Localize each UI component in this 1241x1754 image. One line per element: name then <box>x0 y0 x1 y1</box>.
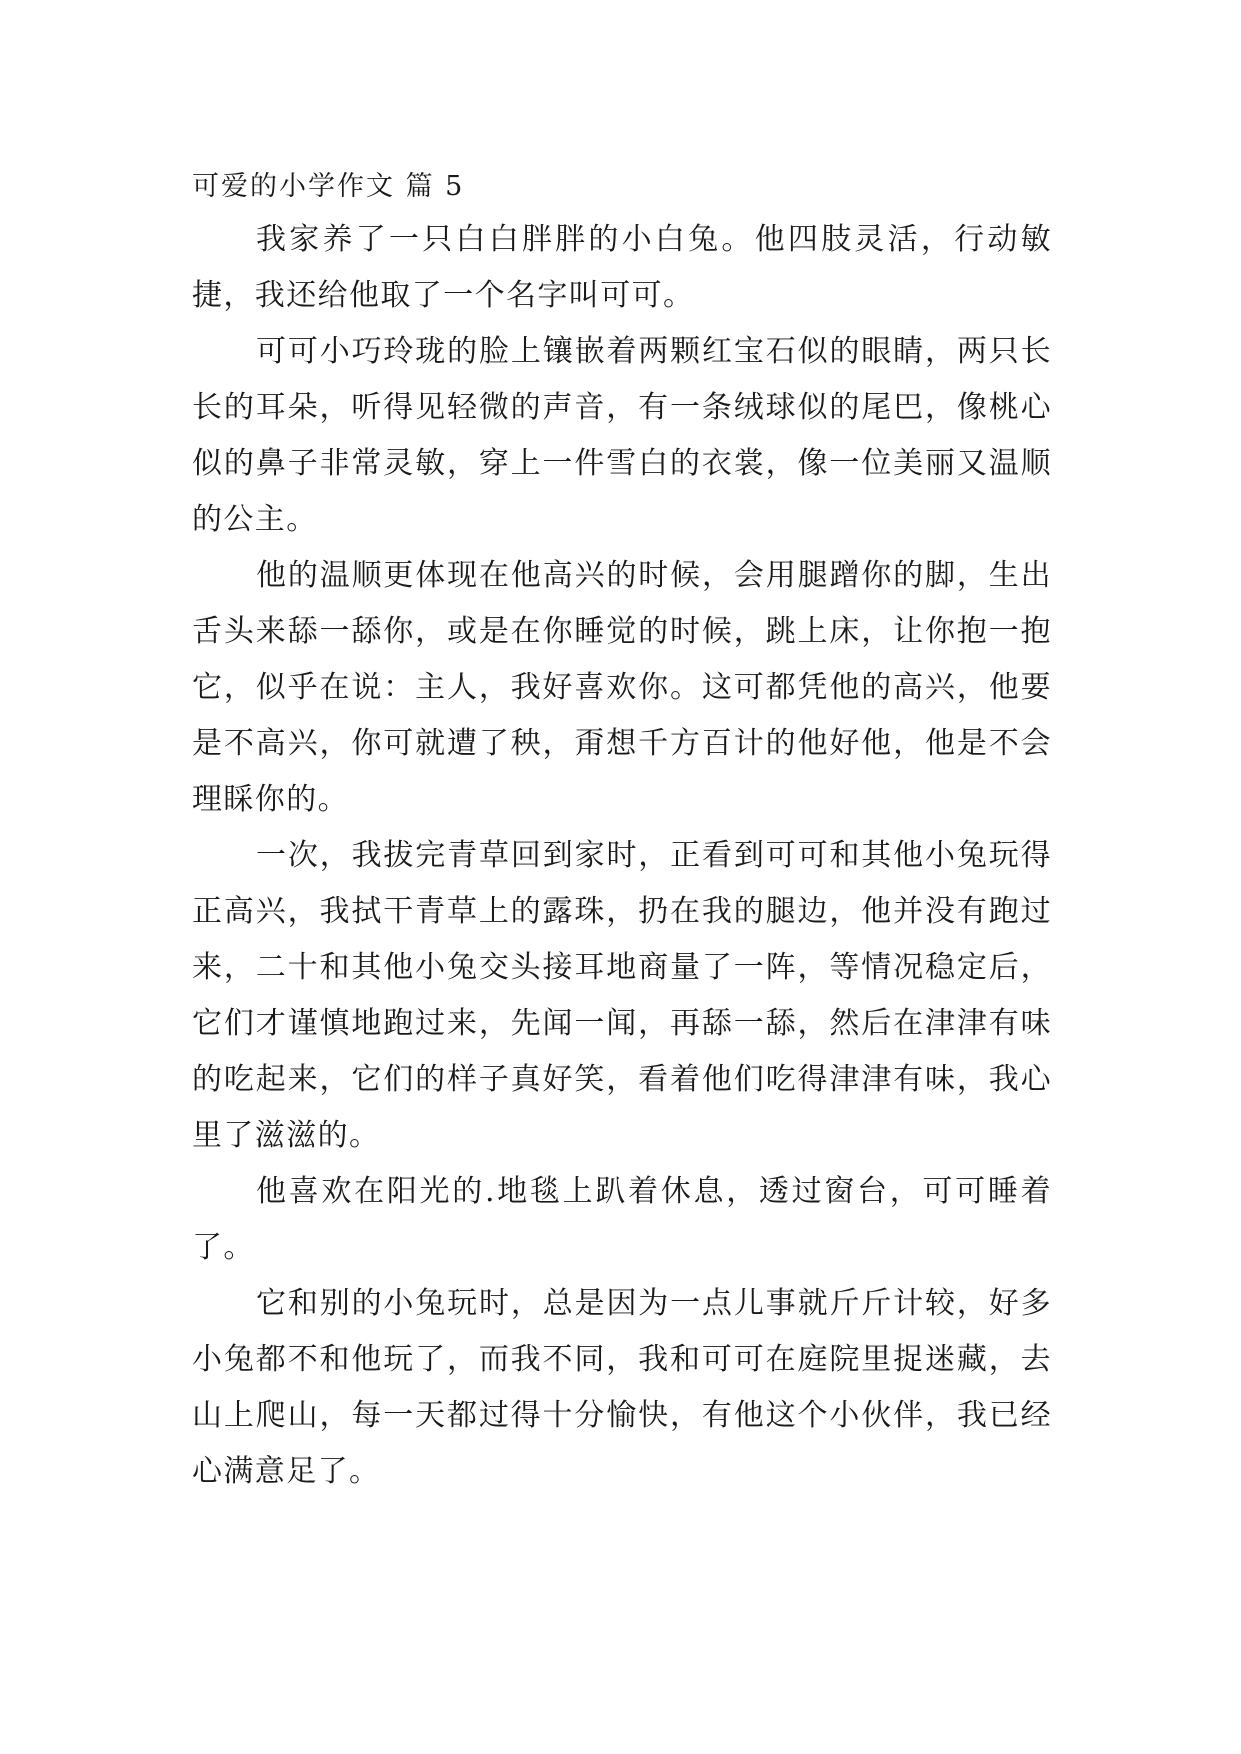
essay-title: 可爱的小学作文 篇 5 <box>192 171 465 202</box>
paragraph: 一次，我拔完青草回到家时，正看到可可和其他小兔玩得正高兴，我拭干青草上的露珠，扔在我的腿边，他并没有跑过来，二十和其他小兔交头接耳地商量了一阵，等情况稳定后，它们才谨慎地跑过来，先闻一闻，再舔一舔，然后在津津有味的吃起来，它们的样子真好笑，看着他们吃得津津有味，我心里了滋滋的。 <box>192 838 1052 1153</box>
paragraph: 它和别的小兔玩时，总是因为一点儿事就斤斤计较，好多小兔都不和他玩了，而我不同，我和可可在庭院里捉迷藏，去山上爬山，每一天都过得十分愉快，有他这个小伙伴，我已经心满意足了。 <box>192 1286 1052 1489</box>
paragraph: 他的温顺更体现在他高兴的时候，会用腿蹭你的脚，生出舌头来舔一舔你，或是在你睡觉的时候，跳上床，让你抱一抱它，似乎在说：主人，我好喜欢你。这可都凭他的高兴，他要是不高兴，你可就遭了秧，甭想千方百计的他好他，他是不会理睬你的。 <box>192 558 1052 817</box>
paragraph: 可可小巧玲珑的脸上镶嵌着两颗红宝石似的眼睛，两只长长的耳朵，听得见轻微的声音，有一条绒球似的尾巴，像桃心似的鼻子非常灵敏，穿上一件雪白的衣裳，像一位美丽又温顺的公主。 <box>192 334 1052 537</box>
paragraph: 我家养了一只白白胖胖的小白兔。他四肢灵活，行动敏捷，我还给他取了一个名字叫可可。 <box>192 222 1052 313</box>
paragraph: 他喜欢在阳光的.地毯上趴着休息，透过窗台，可可睡着了。 <box>192 1174 1052 1265</box>
document-body <box>192 162 1052 1500</box>
